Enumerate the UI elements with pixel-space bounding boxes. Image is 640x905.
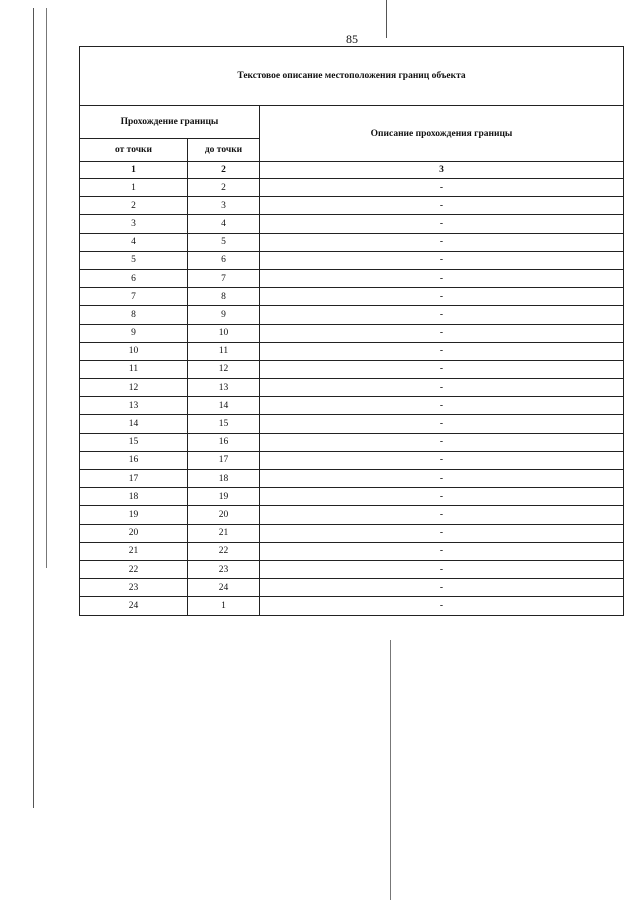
from-point-cell: 23 [80, 579, 188, 597]
table-row [80, 415, 624, 433]
description-cell: - [260, 306, 624, 324]
table-row [80, 324, 624, 342]
from-point-cell: 12 [80, 379, 188, 397]
to-point-cell: 22 [188, 542, 260, 560]
from-point-cell: 14 [80, 415, 188, 433]
from-point-cell: 8 [80, 306, 188, 324]
table-row [80, 542, 624, 560]
from-point-cell: 22 [80, 560, 188, 578]
from-point-cell: 7 [80, 288, 188, 306]
from-point-cell: 21 [80, 542, 188, 560]
table-row [80, 288, 624, 306]
description-cell: - [260, 269, 624, 287]
to-point-cell: 10 [188, 324, 260, 342]
to-point-cell: 24 [188, 579, 260, 597]
table-row [80, 269, 624, 287]
table-row [80, 451, 624, 469]
description-cell: - [260, 597, 624, 615]
description-cell: - [260, 251, 624, 269]
table-row [80, 397, 624, 415]
to-point-cell: 11 [188, 342, 260, 360]
from-point-cell: 24 [80, 597, 188, 615]
to-point-cell: 9 [188, 306, 260, 324]
to-point-cell: 20 [188, 506, 260, 524]
to-point-cell: 19 [188, 488, 260, 506]
scan-artifact-line [390, 640, 391, 900]
description-cell: - [260, 215, 624, 233]
table-row [80, 579, 624, 597]
to-point-cell: 5 [188, 233, 260, 251]
from-point-cell: 6 [80, 269, 188, 287]
to-point-cell: 1 [188, 597, 260, 615]
to-point-cell: 17 [188, 451, 260, 469]
to-point-cell: 3 [188, 197, 260, 215]
from-point-cell: 16 [80, 451, 188, 469]
table-row [80, 306, 624, 324]
table-row [80, 597, 624, 615]
description-cell: - [260, 433, 624, 451]
table-body [80, 179, 624, 616]
description-cell: - [260, 560, 624, 578]
table-row [80, 470, 624, 488]
to-point-cell: 4 [188, 215, 260, 233]
scan-artifact-line [33, 8, 34, 808]
to-point-header: до точки [188, 139, 260, 162]
page-number: 85 [346, 32, 358, 46]
column-number: 3 [260, 162, 624, 179]
to-point-cell: 16 [188, 433, 260, 451]
to-point-cell: 6 [188, 251, 260, 269]
description-cell: - [260, 379, 624, 397]
table-row [80, 379, 624, 397]
from-point-cell: 19 [80, 506, 188, 524]
description-cell: - [260, 197, 624, 215]
table-row [80, 215, 624, 233]
to-point-cell: 12 [188, 360, 260, 378]
from-point-cell: 2 [80, 197, 188, 215]
description-cell: - [260, 506, 624, 524]
from-point-cell: 3 [80, 215, 188, 233]
description-header: Описание прохождения границы [260, 106, 624, 162]
table-row [80, 560, 624, 578]
column-number: 2 [188, 162, 260, 179]
from-point-cell: 9 [80, 324, 188, 342]
column-number: 1 [80, 162, 188, 179]
to-point-cell: 2 [188, 179, 260, 197]
description-cell: - [260, 360, 624, 378]
to-point-cell: 14 [188, 397, 260, 415]
table-row [80, 506, 624, 524]
description-cell: - [260, 397, 624, 415]
to-point-cell: 15 [188, 415, 260, 433]
table-row [80, 524, 624, 542]
table-row [80, 360, 624, 378]
to-point-cell: 18 [188, 470, 260, 488]
table-row [80, 488, 624, 506]
from-point-cell: 4 [80, 233, 188, 251]
from-point-cell: 18 [80, 488, 188, 506]
from-point-cell: 5 [80, 251, 188, 269]
description-cell: - [260, 324, 624, 342]
table-row [80, 233, 624, 251]
from-point-cell: 15 [80, 433, 188, 451]
boundary-description-table [79, 46, 624, 616]
from-point-cell: 1 [80, 179, 188, 197]
to-point-cell: 23 [188, 560, 260, 578]
description-cell: - [260, 179, 624, 197]
table-row [80, 179, 624, 197]
boundary-passage-header: Прохождение границы [80, 106, 260, 139]
from-point-header: от точки [80, 139, 188, 162]
table-title: Текстовое описание местоположения границ объекта [80, 47, 624, 106]
to-point-cell: 21 [188, 524, 260, 542]
from-point-cell: 20 [80, 524, 188, 542]
description-cell: - [260, 579, 624, 597]
table-row [80, 251, 624, 269]
from-point-cell: 13 [80, 397, 188, 415]
description-cell: - [260, 470, 624, 488]
to-point-cell: 7 [188, 269, 260, 287]
table-row [80, 197, 624, 215]
description-cell: - [260, 488, 624, 506]
description-cell: - [260, 415, 624, 433]
table-row [80, 433, 624, 451]
description-cell: - [260, 542, 624, 560]
from-point-cell: 10 [80, 342, 188, 360]
description-cell: - [260, 233, 624, 251]
scan-artifact-line [46, 8, 47, 568]
from-point-cell: 17 [80, 470, 188, 488]
description-cell: - [260, 524, 624, 542]
description-cell: - [260, 451, 624, 469]
to-point-cell: 13 [188, 379, 260, 397]
to-point-cell: 8 [188, 288, 260, 306]
from-point-cell: 11 [80, 360, 188, 378]
description-cell: - [260, 342, 624, 360]
table-row [80, 342, 624, 360]
description-cell: - [260, 288, 624, 306]
